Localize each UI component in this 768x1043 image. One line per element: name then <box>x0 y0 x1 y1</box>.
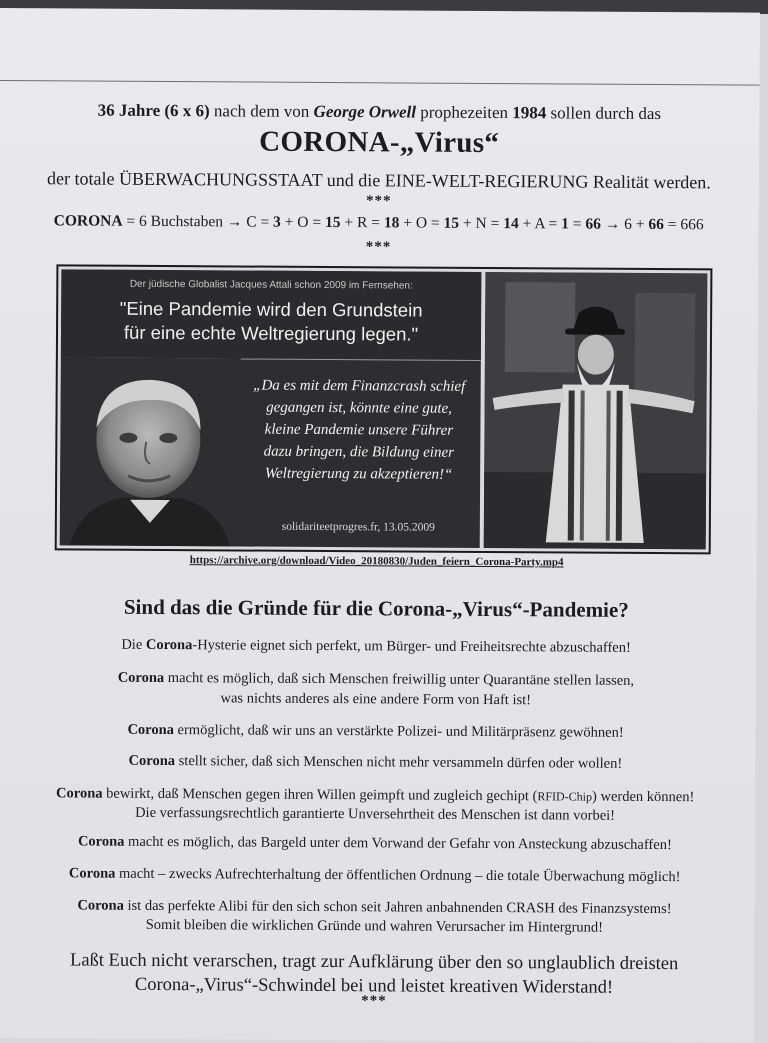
main-title: CORONA-„Virus“ <box>259 125 500 160</box>
quote-line: dazu bringen, die Bildung einer <box>263 443 455 461</box>
reason-line <box>0 720 756 744</box>
rabbi-photo <box>484 272 708 549</box>
text-run: = <box>568 215 586 233</box>
text-run: + O = <box>399 214 444 232</box>
reason-line <box>0 915 754 939</box>
separator-stars: *** <box>365 239 392 256</box>
caption-big-line: "Eine Pandemie wird den Grundstein <box>119 297 423 321</box>
caption-small: Der jüdische Globalist Jacques Attali schon 2009 im Fernsehen: <box>129 278 413 292</box>
numerology-line <box>0 212 759 235</box>
separator-stars: *** <box>366 193 392 210</box>
text-run: sollen durch das <box>546 103 662 124</box>
text-run: + O = <box>280 213 326 231</box>
reason-line <box>0 832 755 856</box>
text-run: CORONA <box>53 212 123 230</box>
text-run: macht es möglich, daß sich Menschen freiwillig unter Quarantäne stellen lassen, <box>164 670 635 689</box>
text-run: 3 <box>273 213 281 231</box>
portrait-photo <box>60 357 241 546</box>
text-run: Corona <box>68 865 116 882</box>
subtitle-line: der totale ÜBERWACHUNGSSTAAT und die EINE-WELT-REGIERUNG Realität werden. <box>46 168 711 193</box>
text-run: = 666 <box>663 216 704 234</box>
text-run: = 6 Buchstaben → C = <box>122 212 274 231</box>
text-run: stellt sicher, daß sich Menschen nicht mehr versammeln dürfen oder wollen! <box>174 753 623 772</box>
reason-line <box>0 635 756 659</box>
text-run: 66 <box>585 215 601 233</box>
reason-line <box>0 803 755 827</box>
text-run: 66 <box>648 215 664 234</box>
text-run: 1984 <box>512 103 547 123</box>
text-run: -Hysterie eignet sich perfekt, um Bürger- und Freiheitsrechte abzuschaffen! <box>192 637 631 656</box>
text-run: macht – zwecks Aufrechterhaltung der öffentlichen Ordnung – die totale Überwachung möglich! <box>115 865 681 886</box>
reason-line <box>0 751 755 775</box>
text-run: + A = <box>518 215 562 233</box>
attali-quote <box>246 375 472 486</box>
quote-line: „Da es mit dem Finanzcrash schief <box>253 377 466 395</box>
quote-panel <box>60 269 482 548</box>
text-run: Corona <box>77 897 124 914</box>
photo-collage <box>55 264 713 554</box>
text-run: macht es möglich, das Bargeld unter dem Vorwand der Gefahr von Ansteckung abzuschaffen! <box>124 833 672 854</box>
quote-line: kleine Pandemie unsere Führer <box>264 421 454 439</box>
reason-line <box>0 864 755 888</box>
text-run: ermöglicht, daß wir uns an verstärkte Polizei- und Militärpräsenz gewöhnen! <box>173 722 624 741</box>
text-run: 1 <box>561 215 569 233</box>
text-run: Corona <box>77 833 125 850</box>
closing-line: Corona-„Virus“-Schwindel bei und leistet kreativen Widerstand! <box>134 974 614 998</box>
text-run: 36 Jahre (6 x 6) <box>97 100 210 121</box>
text-run: Die <box>121 636 146 653</box>
text-run: Somit bleiben die wirklichen Gründe und wahren Verursacher im Hintergrund! <box>145 916 604 936</box>
text-run: RFID-Chip <box>537 789 593 804</box>
flyer-page <box>0 8 760 1043</box>
separator-stars: *** <box>361 993 387 1010</box>
section-heading: Sind das die Gründe für die Corona-„Virus“-Pandemie? <box>123 594 629 622</box>
top-rule <box>0 80 760 86</box>
text-run: 18 <box>383 214 400 232</box>
text-run: Corona <box>117 669 165 687</box>
quote-line: Weltregierung zu akzeptieren!“ <box>264 465 453 483</box>
text-run: 15 <box>443 214 460 232</box>
text-run: Corona <box>128 752 176 770</box>
text-run: ) werden können! <box>592 788 695 806</box>
text-run: bewirkt, daß Menschen gegen ihren Willen geimpft und zugleich gechipt ( <box>102 785 538 805</box>
text-run: 14 <box>503 215 519 233</box>
caption-big-line: für eine echte Weltregierung legen." <box>123 321 419 345</box>
text-run: ist das perfekte Alibi für den sich schon seit Jahren anbahnenden CRASH des Finanzsystems! <box>123 897 672 918</box>
text-run: + R = <box>340 214 384 232</box>
rabbi-photo-panel <box>484 272 708 549</box>
text-run: 15 <box>324 213 341 232</box>
text-run: was nichts anderes als eine andere Form von Haft ist! <box>220 690 532 709</box>
video-link[interactable]: https://archive.org/download/Video_20180830/Juden_feiern_Corona-Party.mp4 <box>189 554 564 569</box>
text-run: Corona <box>145 636 193 654</box>
closing-line: Laßt Euch nicht verarschen, tragt zur Aufklärung über den so unglaublich dreisten <box>69 950 679 975</box>
caption-big <box>61 296 481 347</box>
quote-line: gegangen ist, könnte eine gute, <box>266 399 452 417</box>
reason-line <box>0 688 756 712</box>
text-run: Die verfassungsrechtlich garantierte Unversehrtheit des Menschen ist dann vorbei! <box>135 804 616 824</box>
quote-source: solidariteetprogres.fr, 13.05.2009 <box>281 520 435 534</box>
text-run: George Orwell <box>313 101 417 122</box>
text-run: → 6 + <box>600 215 649 233</box>
intro-line <box>0 100 759 125</box>
text-run: Corona <box>56 785 103 802</box>
text-run: Corona <box>127 721 174 739</box>
text-run: prophezeiten <box>415 102 513 123</box>
quote-header <box>61 269 482 361</box>
text-run: nach dem von <box>209 101 314 121</box>
text-run: + N = <box>458 214 504 233</box>
